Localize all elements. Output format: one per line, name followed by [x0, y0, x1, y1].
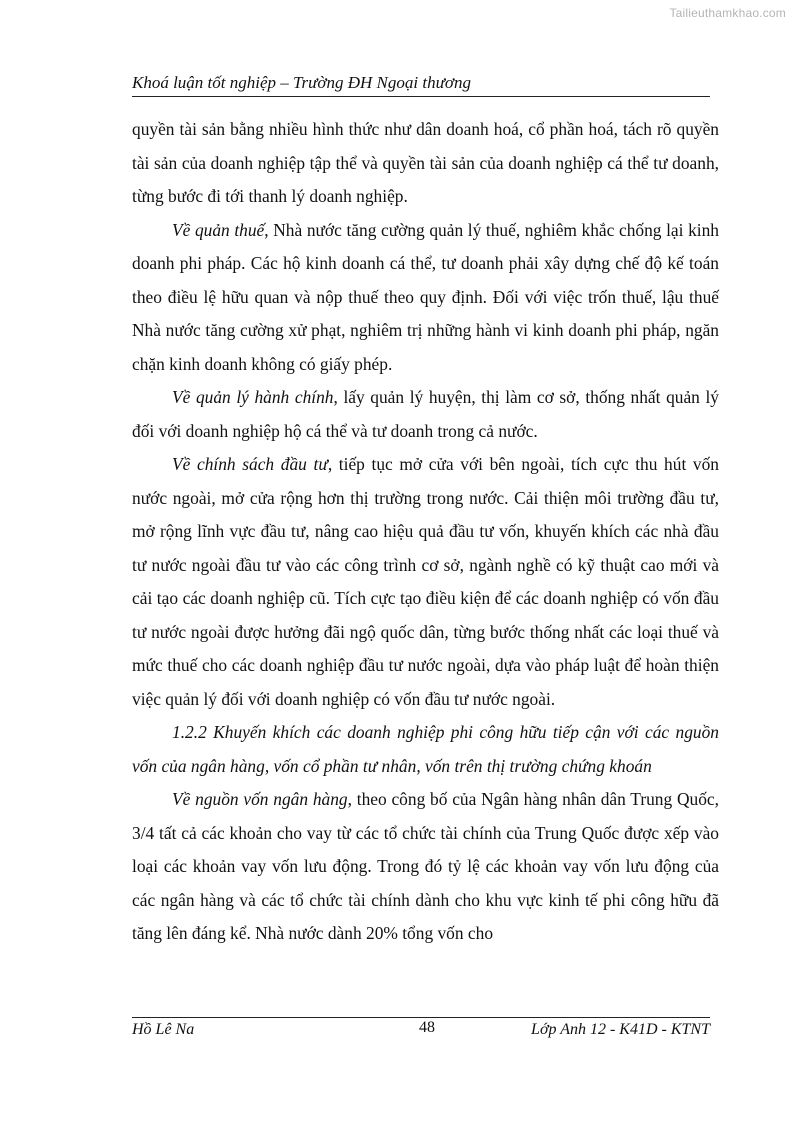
document-body [132, 113, 719, 951]
section-heading: 1.2.2 Khuyến khích các doanh nghiệp phi công hữu tiếp cận với các nguồn vốn của ngân hàng, vốn cổ phần tư nhân, vốn trên thị trường chứng khoán [132, 722, 719, 776]
paragraph-lead: Về nguồn vốn ngân hàng [172, 789, 348, 809]
footer-divider [132, 1017, 710, 1018]
header-divider [132, 96, 710, 97]
paragraph-investment-policy [132, 448, 719, 716]
paragraph-lead: Về quản lý hành chính [172, 387, 334, 407]
paragraph-lead: Về quản thuế [172, 219, 265, 240]
paragraph-text: , Nhà nước tăng cường quản lý thuế, nghiêm khắc chống lại kinh doanh phi pháp. Các hộ kinh doanh cá thể, tư doanh phải xây dựng chế độ kế toán theo điều lệ hữu quan và nộp thuế theo quy định. Đối với việc trốn thuế, lậu thuế Nhà nước tăng cường xử phạt, nghiêm trị những hành vi kinh doanh phi pháp, ngăn chặn kinh doanh không có giấy phép. [132, 219, 719, 374]
paragraph-administration [132, 381, 719, 448]
paragraph-text: , lấy quản lý huyện, thị làm cơ sở, thống nhất quản lý đối với doanh nghiệp hộ cá thể và tư doanh trong cả nước. [132, 387, 720, 441]
paragraph-bank-capital [132, 783, 719, 951]
paragraph-lead: Về chính sách đầu tư [172, 454, 328, 474]
page-number: 48 [419, 1019, 435, 1036]
paragraph-text: , tiếp tục mở cửa với bên ngoài, tích cực thu hút vốn nước ngoài, mở cửa rộng hơn thị trường trong nước. Cải thiện môi trường đầu tư, mở rộng lĩnh vực đầu tư, nâng cao hiệu quả đầu tư vốn, khuyến khích các nhà đầu tư nước ngoài đầu tư vào các công trình cơ sở, ngành nghề có kỹ thuật cao mới và cải tạo các doanh nghiệp cũ. Tích cực tạo điều kiện để các doanh nghiệp có vốn đầu tư nước ngoài được hưởng đãi ngộ quốc dân, từng bước thống nhất các loại thuế và mức thuế cho các doanh nghiệp đầu tư nước ngoài, dựa vào pháp luật để hoàn thiện việc quản lý đối với doanh nghiệp có vốn đầu tư nước ngoài. [132, 454, 719, 709]
page-header-title: Khoá luận tốt nghiệp – Trường ĐH Ngoại thương [132, 73, 471, 92]
footer-author: Hồ Lê Na [132, 1021, 195, 1038]
watermark: Tailieuthamkhao.com [669, 6, 786, 20]
footer-class-info: Lớp Anh 12 - K41D - KTNT [531, 1021, 710, 1038]
paragraph-text: , theo công bố của Ngân hàng nhân dân Trung Quốc, 3/4 tất cả các khoản cho vay từ các tổ chức tài chính của Trung Quốc được xếp vào loại các khoản vay vốn lưu động. Trong đó tỷ lệ các khoản vay vốn lưu động của các ngân hàng và các tổ chức tài chính dành cho khu vực kinh tế phi công hữu đã tăng lên đáng kể. Nhà nước dành 20% tổng vốn cho [132, 789, 719, 943]
paragraph-continuation: quyền tài sản bằng nhiều hình thức như dân doanh hoá, cổ phần hoá, tách rõ quyền tài sản của doanh nghiệp tập thể và quyền tài sản của doanh nghiệp cá thể tư doanh, từng bước đi tới thanh lý doanh nghiệp. [132, 119, 719, 206]
paragraph-tax-management [132, 214, 719, 382]
